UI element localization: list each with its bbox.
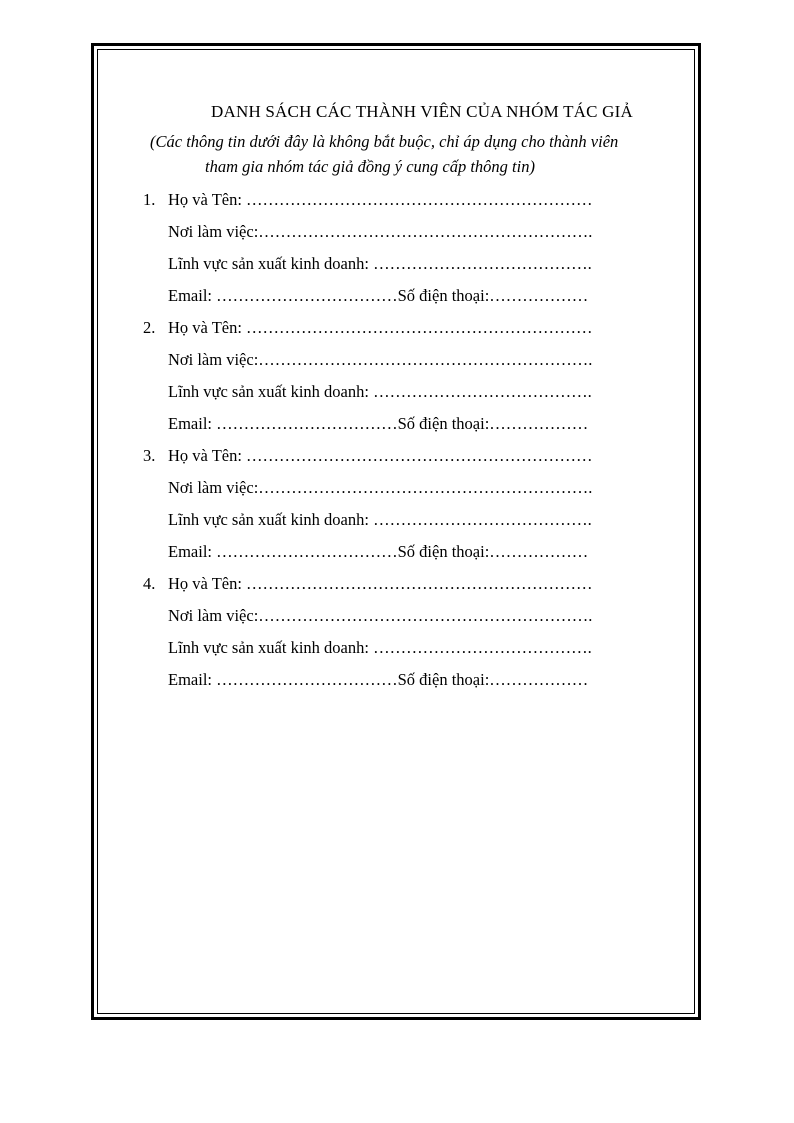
- name-field-line[interactable]: Họ và Tên: ………………………………………………………: [168, 574, 593, 593]
- member-entry-1: [0, 190, 794, 318]
- member-number: 3.: [143, 446, 156, 465]
- contact-field-line[interactable]: Email: ……………………………Số điện thoại:………………: [168, 414, 589, 433]
- workplace-field-line[interactable]: Nơi làm việc:…………………………………………………….: [168, 350, 593, 369]
- name-field-line[interactable]: Họ và Tên: ………………………………………………………: [168, 190, 593, 209]
- workplace-field-line[interactable]: Nơi làm việc:…………………………………………………….: [168, 478, 593, 497]
- workplace-field-line[interactable]: Nơi làm việc:…………………………………………………….: [168, 606, 593, 625]
- business-field-line[interactable]: Lĩnh vực sản xuất kinh doanh: ………………………………….: [168, 382, 592, 401]
- workplace-field-line[interactable]: Nơi làm việc:…………………………………………………….: [168, 222, 593, 241]
- business-field-line[interactable]: Lĩnh vực sản xuất kinh doanh: ………………………………….: [168, 638, 592, 657]
- business-field-line[interactable]: Lĩnh vực sản xuất kinh doanh: ………………………………….: [168, 510, 592, 529]
- contact-field-line[interactable]: Email: ……………………………Số điện thoại:………………: [168, 670, 589, 689]
- member-entry-3: [0, 446, 794, 574]
- member-number: 4.: [143, 574, 156, 593]
- contact-field-line[interactable]: Email: ……………………………Số điện thoại:………………: [168, 542, 589, 561]
- business-field-line[interactable]: Lĩnh vực sản xuất kinh doanh: ………………………………….: [168, 254, 592, 273]
- name-field-line[interactable]: Họ và Tên: ………………………………………………………: [168, 446, 593, 465]
- name-field-line[interactable]: Họ và Tên: ………………………………………………………: [168, 318, 593, 337]
- member-number: 2.: [143, 318, 156, 337]
- contact-field-line[interactable]: Email: ……………………………Số điện thoại:………………: [168, 286, 589, 305]
- member-entry-4: [0, 574, 794, 702]
- member-entry-2: [0, 318, 794, 446]
- document-title: DANH SÁCH CÁC THÀNH VIÊN CỦA NHÓM TÁC GIẢ: [211, 102, 633, 121]
- member-number: 1.: [143, 190, 156, 209]
- document-note-line-1: (Các thông tin dưới đây là không bắt buộc, chỉ áp dụng cho thành viên: [150, 132, 619, 151]
- document-note-line-2: tham gia nhóm tác giả đồng ý cung cấp thông tin): [205, 157, 535, 176]
